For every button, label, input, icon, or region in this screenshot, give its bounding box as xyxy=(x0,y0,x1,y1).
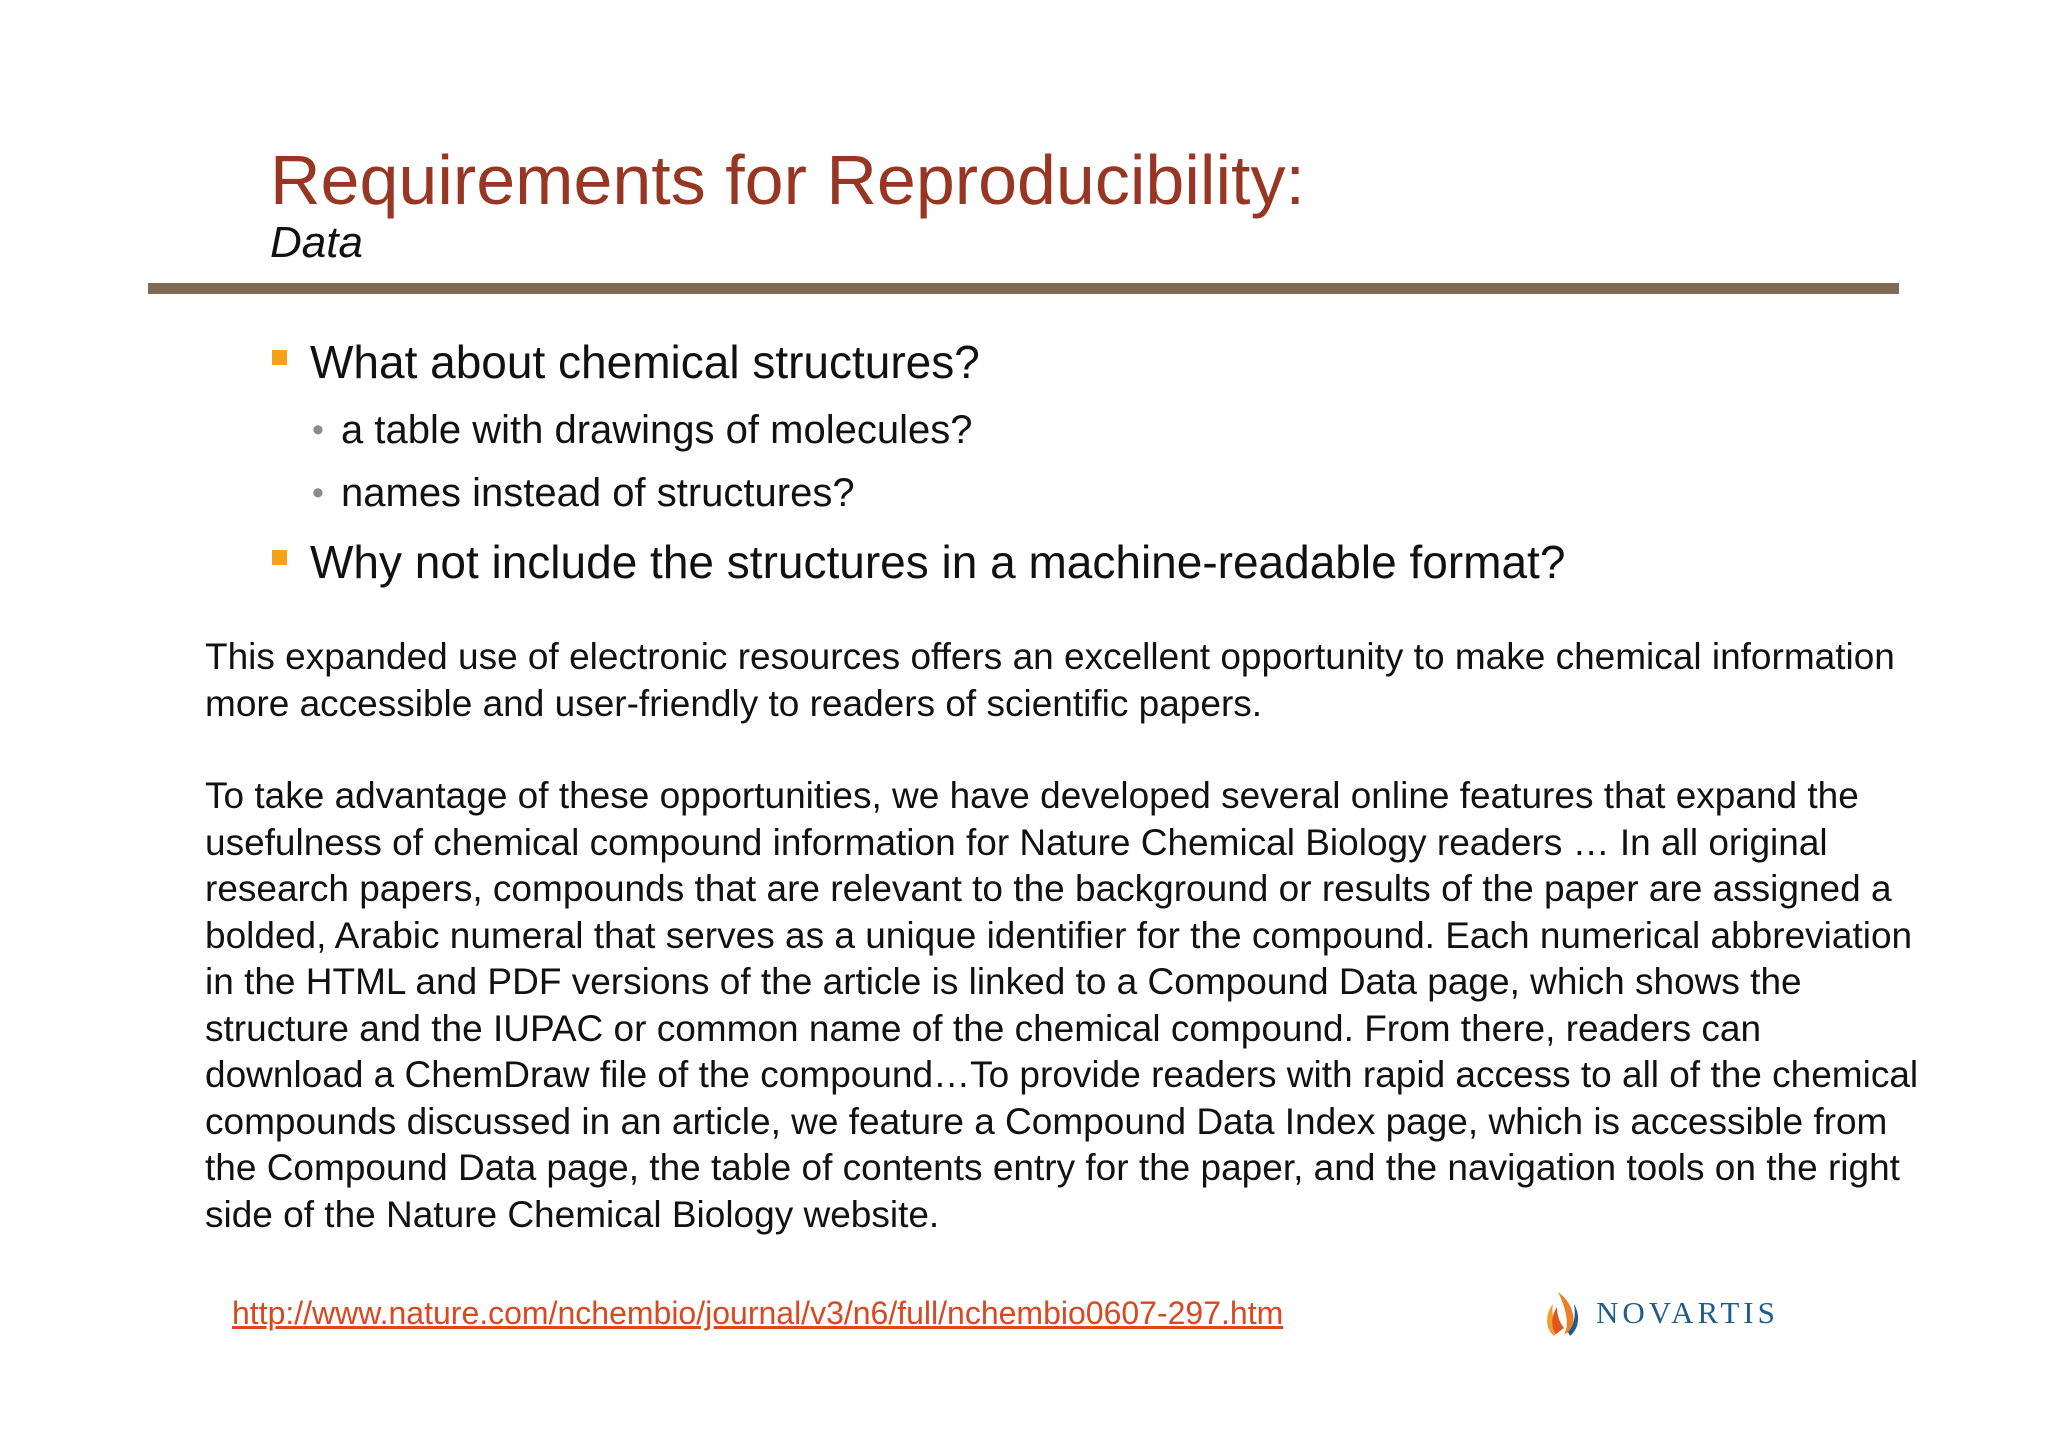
sub-bullet-text: a table with drawings of molecules? xyxy=(341,408,973,452)
novartis-logo xyxy=(1540,1288,1779,1338)
source-link[interactable]: http://www.nature.com/nchembio/journal/v3/n6/full/nchembio0607-297.htm xyxy=(232,1295,1284,1331)
logo-text: NOVARTIS xyxy=(1596,1295,1779,1330)
slide-title: Requirements for Reproducibility: xyxy=(270,141,1305,219)
quote-paragraph: This expanded use of electronic resources offers an excellent opportunity to make chemical information more accessible and user-friendly to readers of scientific papers. xyxy=(205,636,1895,724)
novartis-flame-icon xyxy=(1540,1288,1584,1338)
bullet-text: Why not include the structures in a machine-readable format? xyxy=(310,536,1566,588)
square-bullet-icon xyxy=(272,350,287,365)
square-bullet-icon xyxy=(272,550,287,565)
sub-bullet-item xyxy=(270,402,1920,465)
bullet-text: What about chemical structures? xyxy=(310,336,980,388)
sub-bullet-item xyxy=(270,465,1920,528)
dot-bullet-icon: • xyxy=(312,474,324,512)
bullet-list xyxy=(270,332,1920,602)
quote-paragraph: To take advantage of these opportunities, we have developed several online features that expand the usefulness of chemical compound information for Nature Chemical Biology readers … In all original research papers, compounds that are relevant to the background or results of the paper are assigned a bolded, Arabic numeral that serves as a unique identifier for the compound. Each numerical abbreviation in the HTML and PDF versions of the article is linked to a Compound Data page, which shows the structure and the IUPAC or common name of the chemical compound. From there, readers can download a ChemDraw file of the compound…To provide readers with rapid access to all of the chemical compounds discussed in an article, we feature a Compound Data Index page, which is accessible from the Compound Data page, the table of contents entry for the paper, and the navigation tools on the right side of the Nature Chemical Biology website. xyxy=(205,775,1919,1235)
bullet-item xyxy=(270,532,1920,602)
bullet-item xyxy=(270,332,1920,402)
slide-subtitle: Data xyxy=(270,218,363,267)
quoted-text-block xyxy=(205,634,1925,1238)
title-divider xyxy=(148,283,1899,294)
sub-bullet-text: names instead of structures? xyxy=(341,471,855,515)
dot-bullet-icon: • xyxy=(312,411,324,449)
